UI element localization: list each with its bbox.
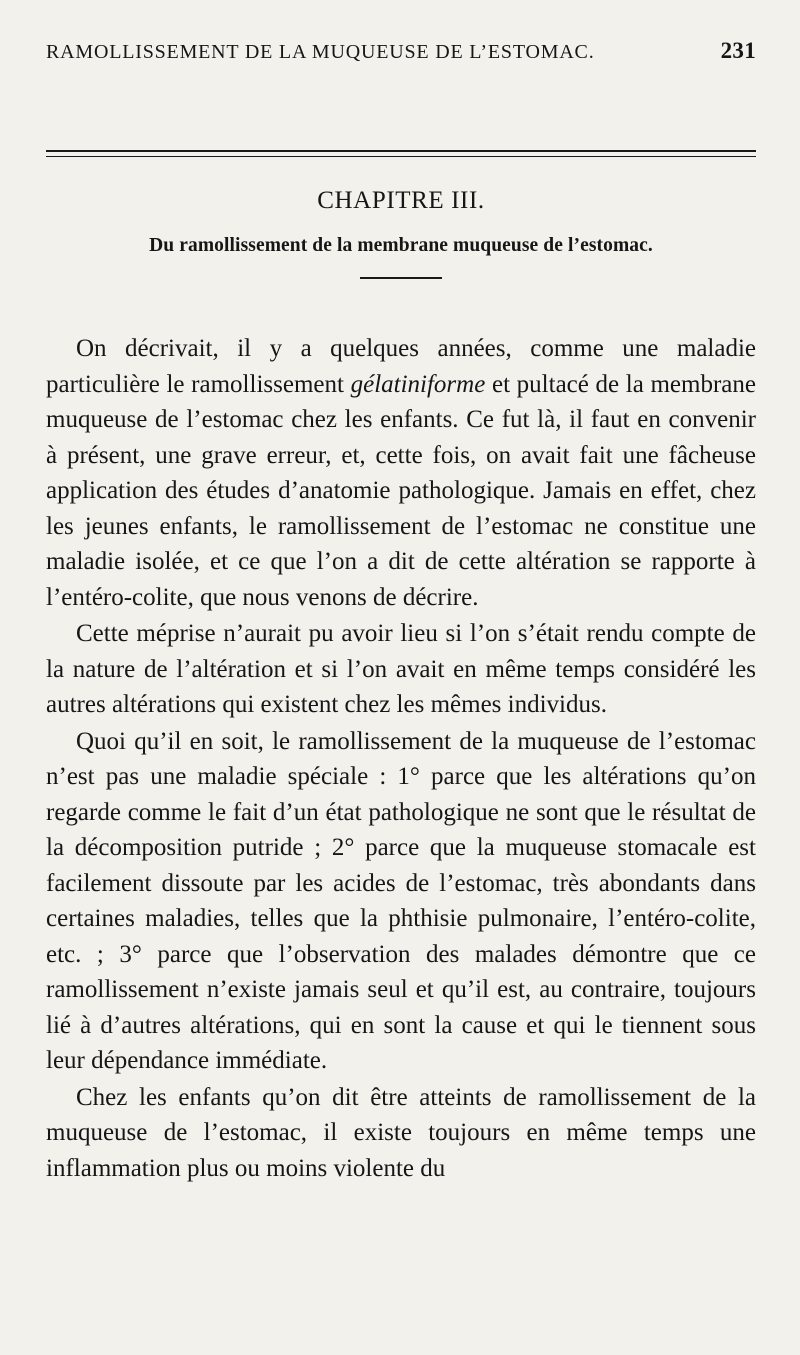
page-number: 231 bbox=[720, 38, 756, 63]
paragraph: Cette méprise n’aurait pu avoir lieu si l’on s’était rendu compte de la nature de l’altération et si l’on avait en même temps considéré les autres altérations qui existent chez les mêmes individus. bbox=[46, 620, 756, 718]
paragraph: Chez les enfants qu’on dit être atteints de ramollissement de la muqueuse de l’estomac, il existe toujours en même temps une inflammation plus ou moins violente du bbox=[46, 1083, 756, 1182]
paragraph bbox=[46, 331, 756, 615]
section-divider bbox=[360, 277, 442, 279]
paragraph-text: et pultacé de la membrane muqueuse de l’estomac chez les enfants. Ce fut là, il faut en convenir à présent, une grave erreur, et, cette fois, on avait fait une fâcheuse application des études d’anatomie pathologique. Jamais en effet, chez les jeunes enfants, le ramollissement de l’estomac ne constitue une maladie isolée, et ce que l’on a dit de cette altération se rapporte à l’entéro-colite, que nous venons de décrire. bbox=[46, 370, 756, 611]
body-text bbox=[46, 331, 756, 1186]
emphasized-term: gélatiniforme bbox=[350, 370, 486, 398]
chapter-heading: CHAPITRE III. bbox=[317, 187, 485, 214]
header-double-rule bbox=[46, 150, 756, 157]
running-header-title: RAMOLLISSEMENT DE LA MUQUEUSE DE L’ESTOMAC. bbox=[46, 41, 595, 63]
paragraph: Quoi qu’il en soit, le ramollissement de la muqueuse de l’estomac n’est pas une maladie spéciale : 1° parce que les altérations qu’on regarde comme le fait d’un état pathologique ne sont que le résultat de la décomposition putride ; 2° parce que la muqueuse stomacale est facilement dissoute par les acides de l’estomac, très abondants dans certaines maladies, telles que la phthisie pulmonaire, l’entéro-colite, etc. ; 3° parce que l’observation des malades démontre que ce ramollissement n’existe jamais seul et qu’il est, au contraire, toujours lié à d’autres altérations, qui en sont la cause et qui le tiennent sous leur dépendance immédiate. bbox=[46, 727, 756, 1074]
paragraph-text: On décrivait, il y a quelques années, comme une maladie particulière le ramollissement bbox=[46, 335, 756, 398]
chapter-subtitle: Du ramollissement de la membrane muqueuse de l’estomac. bbox=[149, 235, 653, 256]
running-header bbox=[46, 38, 756, 72]
